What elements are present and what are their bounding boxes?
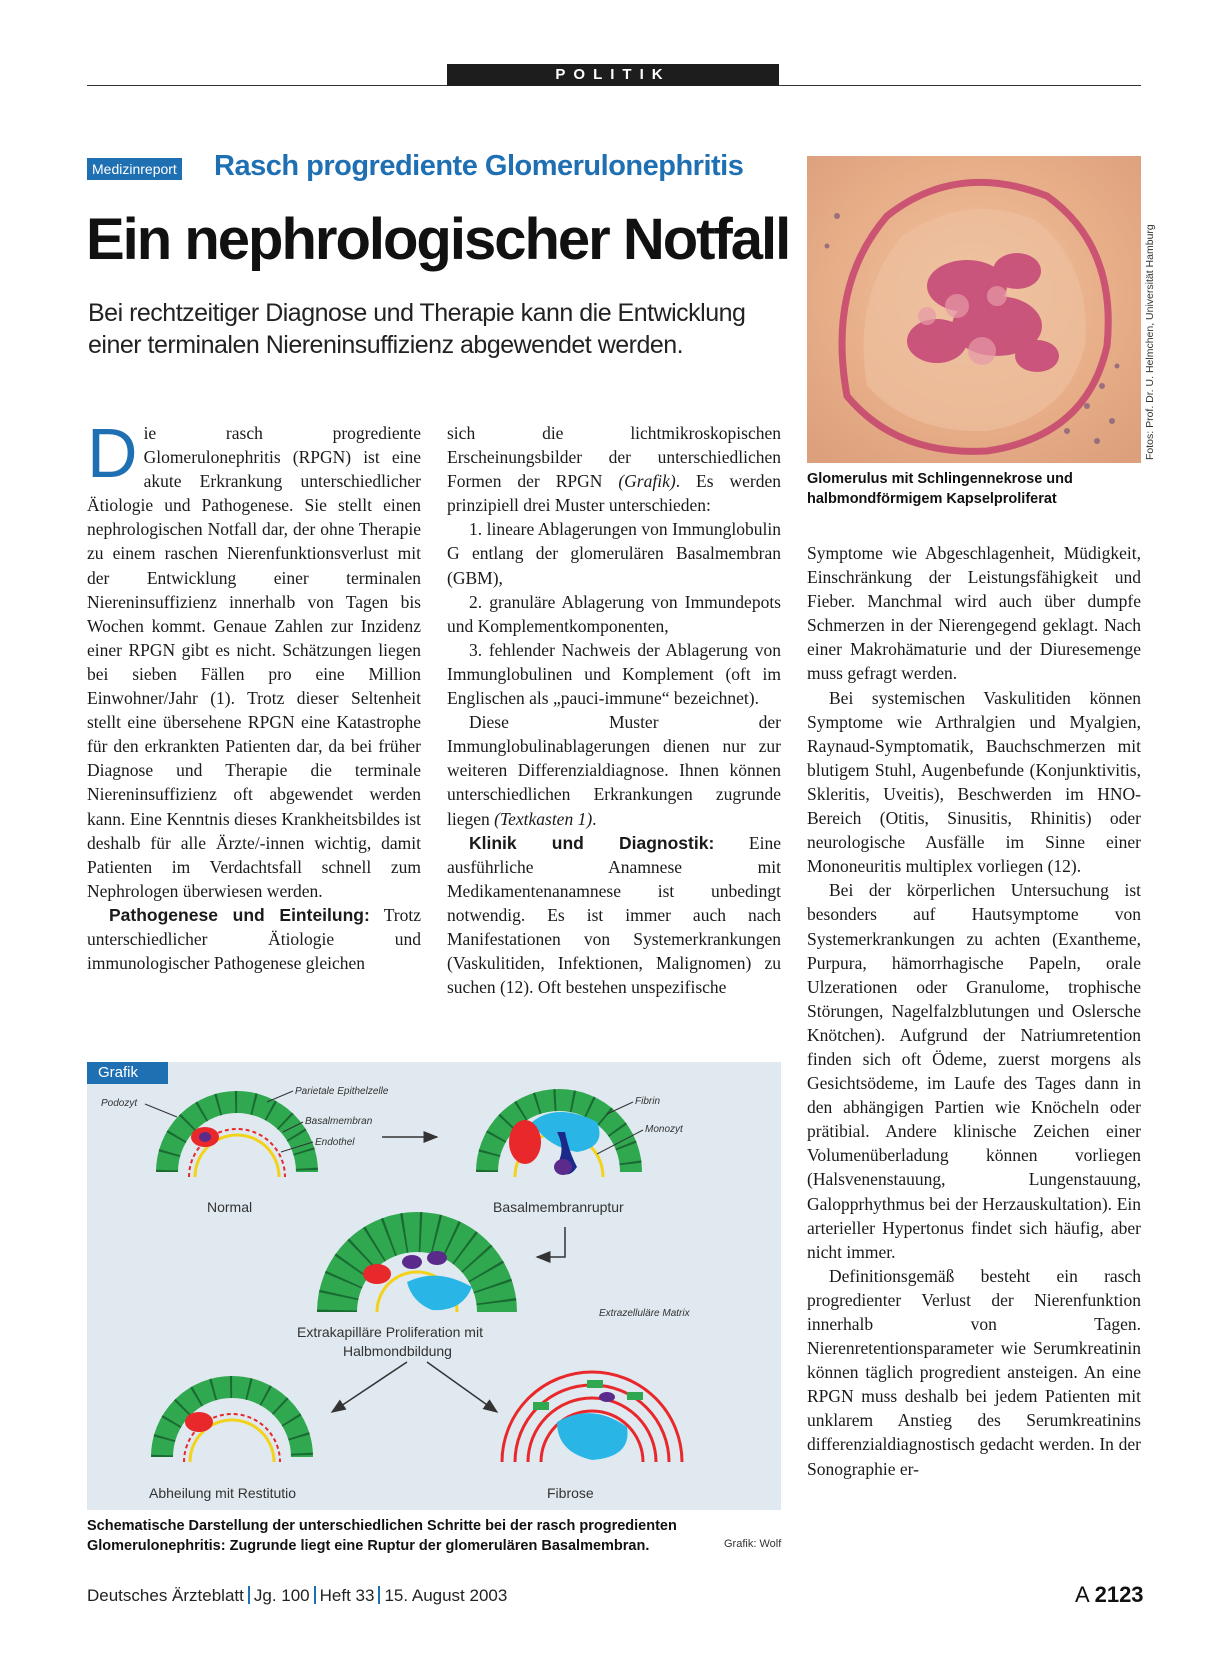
- subheading: Pathogenese und Einteilung:: [109, 904, 370, 925]
- label-matrix: Extrazelluläre Matrix: [599, 1308, 690, 1319]
- text-column-1: [87, 414, 421, 975]
- label-prolif-line1: Extrakapilläre Proliferation mit: [297, 1324, 483, 1340]
- page-prefix: A: [1075, 1582, 1089, 1607]
- figure-reference: (Grafik): [618, 471, 676, 492]
- volume: Jg. 100: [253, 1586, 310, 1605]
- paragraph-text: sich die lichtmikroskopischen Erscheinungsbilder der unterschiedlichen Formen der RPGN: [447, 423, 781, 492]
- label-abheilung: Abheilung mit Restitutio: [149, 1485, 297, 1501]
- page-value: 2123: [1094, 1582, 1144, 1607]
- micrograph-photo: [807, 156, 1141, 463]
- label-prolif-line2: Halbmondbildung: [343, 1343, 452, 1359]
- diagram-normal: [167, 1102, 307, 1177]
- text-column-2: [447, 421, 781, 999]
- list-item: 3. fehlender Nachweis der Ablagerung von Immunglobulinen und Komplement (oft im Englischen als „pauci-immune“ bezeichnet).: [447, 639, 781, 709]
- paragraph: [447, 831, 781, 1000]
- subheading: Klinik und Diagnostik:: [469, 832, 715, 853]
- diagram-abheilung: [162, 1387, 302, 1462]
- paragraph-text: Diese Muster der Immunglobulinablagerungen dienen nur zur weiteren Differenzialdiagnose. Ihnen können unterschiedlichen Erkrankungen zugrunde liegen: [447, 712, 781, 829]
- paragraph: [87, 414, 421, 903]
- article-headline: Ein nephrologischer Notfall: [86, 207, 790, 272]
- paragraph: [447, 421, 781, 517]
- article-subtitle: Rasch progrediente Glomerulonephritis: [214, 150, 744, 182]
- paragraph-text: Trotz unterschiedlicher Ätiologie und immunologischer Pathogenese gleichen: [87, 904, 421, 974]
- photo-credit: Fotos: Prof. Dr. U. Helmchen, Universität Hamburg: [1144, 224, 1156, 460]
- label-podozyt: Podozyt: [101, 1098, 138, 1109]
- figure-credit: Grafik: Wolf: [724, 1538, 782, 1550]
- box-reference: (Textkasten 1): [494, 808, 593, 829]
- page-number: [1075, 1582, 1144, 1608]
- footer-citation: [87, 1586, 507, 1606]
- figure-caption: Schematische Darstellung der unterschiedlichen Schritte bei der rasch progredienten Glomerulonephritis: Zugrunde liegt eine Ruptur der glomerulären Basalmembran.: [87, 1518, 677, 1554]
- list-item: 2. granuläre Ablagerung von Immundepots und Komplementkomponenten,: [447, 591, 781, 636]
- label-normal: Normal: [207, 1199, 253, 1215]
- paragraph: Symptome wie Abgeschlagenheit, Müdigkeit, Einschränkung der Leistungsfähigkeit und Fieber. Manchmal wird auch über dumpfe Schmerzen in der Nierengegend geklagt. Nach einer Makrohämaturie und der Diuresemenge muss gefragt werden.: [807, 543, 1141, 684]
- label-fibrin: Fibrin: [635, 1096, 661, 1107]
- drop-cap: D: [87, 414, 138, 492]
- diagram-proliferation: [337, 1232, 497, 1312]
- paragraph-text: .: [592, 808, 597, 829]
- article-lead: Bei rechtzeitiger Diagnose und Therapie kann die Entwicklung einer terminalen Niereninsuffizienz abgewendet werden.: [88, 299, 746, 359]
- label-fibrose: Fibrose: [547, 1485, 594, 1501]
- paragraph-text: . Es werden prinzipiell drei Muster unterschieden:: [447, 471, 781, 516]
- issue: Heft 33: [319, 1586, 375, 1605]
- label-monozyt: Monozyt: [645, 1124, 683, 1135]
- label-basalmembran: Basalmembran: [305, 1116, 373, 1127]
- text-column-3: [807, 541, 1141, 1481]
- figure-label: Grafik: [87, 1062, 168, 1084]
- journal-name: Deutsches Ärzteblatt: [87, 1586, 244, 1605]
- schematic-figure: [87, 1062, 781, 1510]
- section-label: POLITIK: [447, 64, 779, 86]
- paragraph: Bei systemischen Vaskulitiden können Symptome wie Arthralgien und Myalgien, Raynaud-Symptomatik, Bauchschmerzen mit blutigem Stuhl, Augenbefunde (Konjunktivitis, Skleritis, Uveitis), Beschwerden im HNO-Bereich (Otitis, Sinusitis, Rhinitis) oder neurologische Ausfälle im Sinne einer Mononeuritis multiplex vorliegen (12).: [807, 687, 1141, 877]
- date: 15. August 2003: [384, 1586, 508, 1605]
- diagram-ruptur: [487, 1100, 631, 1177]
- divider: [248, 1586, 250, 1604]
- paragraph: [87, 903, 421, 975]
- divider: [314, 1586, 316, 1604]
- paragraph: Bei der körperlichen Untersuchung ist besonders auf Hautsymptome von Systemerkrankungen zu achten (Exantheme, Purpura, hämorrhagische Papeln, orale Ulzerationen oder Granulome, trophische Störungen, Nagelfalzblutungen und Oslersche Knötchen). Aufgrund der Natriumretention finden sich oft Ödeme, zuerst morgens als Gesichtsödeme, im Laufe des Tages dann in den abhängigen Partien wie Knöcheln oder prätibial. Andere klinische Zeichen einer Volumenüberladung können vorliegen (Halsvenenstauung, Lungenstauung, Galopprhythmus bei der Herzauskultation). Ein arterieller Hypertonus findet sich häufig, aber nicht immer.: [807, 880, 1141, 1262]
- kicker-badge: Medizinreport: [87, 158, 182, 180]
- paragraph-text: Eine ausführliche Anamnese mit Medikamentenanamnese ist unbedingt notwendig. Es ist immer auch nach Manifestationen von Systemerkrankungen (Vaskulitiden, Infektionen, Malignomen) zu suchen (12). Oft bestehen unspezifische: [447, 832, 781, 998]
- paragraph: [447, 710, 781, 830]
- label-parietale: Parietale Epithelzelle: [295, 1086, 389, 1097]
- divider: [378, 1586, 380, 1604]
- diagram-fibrose: [502, 1372, 682, 1462]
- photo-caption: Glomerulus mit Schlingennekrose und halbmondförmigem Kapselproliferat: [807, 471, 1073, 507]
- paragraph-text: ie rasch progrediente Glomerulonephritis (RPGN) ist eine akute Erkrankung unterschiedlicher Ätiologie und Pathogenese. Sie stellt einen nephrologischen Notfall dar, der ohne Therapie zu einem raschen Nierenfunktionsverlust mit der Entwicklung einer terminalen Niereninsuffizienz innerhalb von Tagen bis Wochen kommt. Genaue Zahlen zur Inzidenz einer RPGN gibt es nicht. Schätzungen liegen bei sieben Fällen pro eine Million Einwohner/Jahr (1). Trotz dieser Seltenheit stellt eine übersehene RPGN eine Katastrophe für den erkrankten Patienten dar, da bei früher Diagnose und Therapie die terminale Niereninsuffizienz oft abgewendet werden kann. Eine Kenntnis dieses Krankheitsbildes ist deshalb für alle Ärzte/-innen wichtig, damit Patienten im Verdachtsfall schnell zum Nephrologen überwiesen werden.: [87, 423, 421, 901]
- paragraph: Definitionsgemäß besteht ein rasch progredienter Verlust der Nierenfunktion innerhalb von Tagen. Nierenretentionsparameter wie Serumkreatinin können täglich progredient ansteigen. An eine RPGN muss deshalb bei jedem Patienten mit unklarem Anstieg des Serumkreatinins differenzialdiagnostisch gedacht werden. In der Sonographie er-: [807, 1265, 1141, 1479]
- label-ruptur: Basalmembranruptur: [493, 1199, 624, 1215]
- label-endothel: Endothel: [315, 1137, 355, 1148]
- list-item: 1. lineare Ablagerungen von Immunglobulin G entlang der glomerulären Basalmembran (GBM),: [447, 519, 781, 588]
